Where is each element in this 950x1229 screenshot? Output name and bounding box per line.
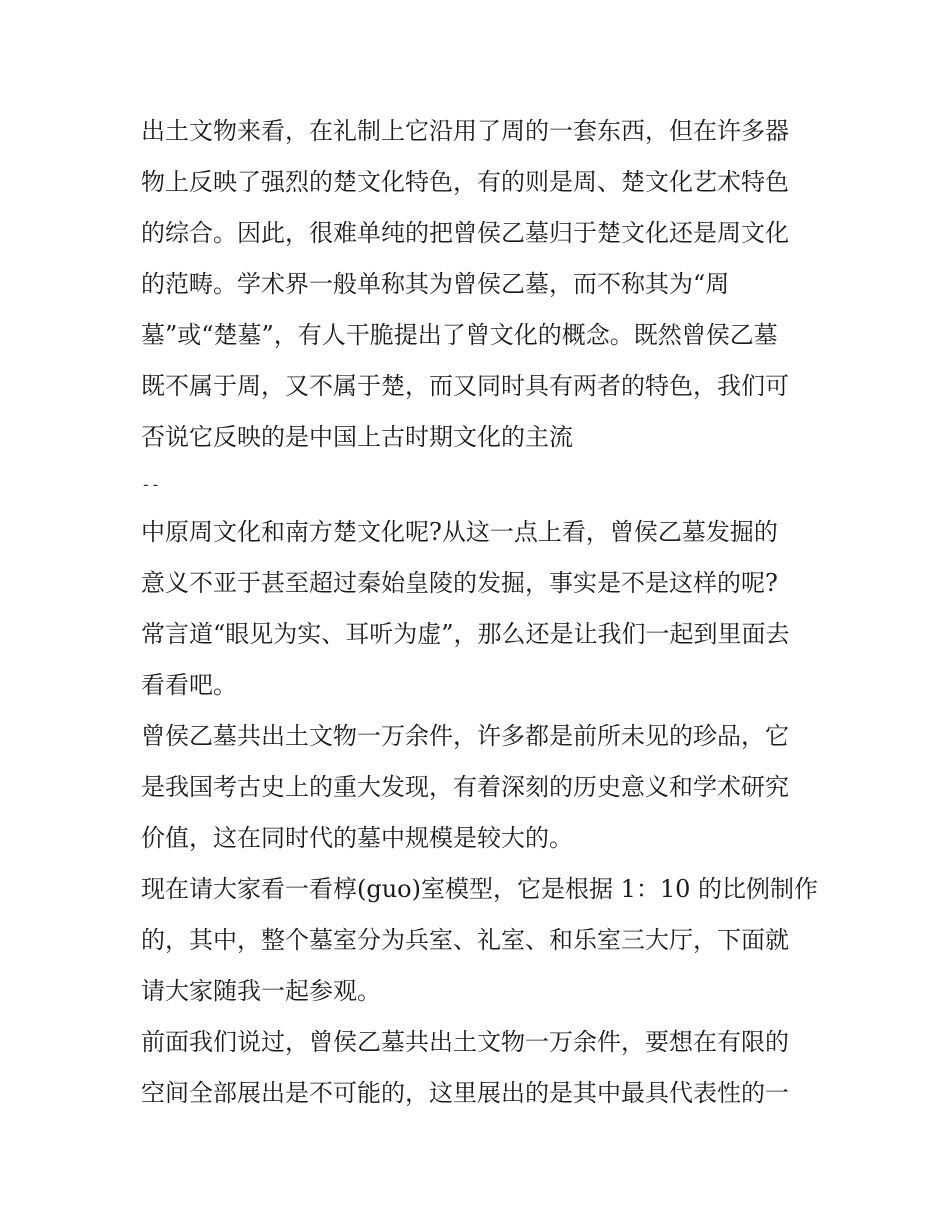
text-line: 的范畴。学术界一般单称其为曾侯乙墓，而不称其为“周 [141, 270, 730, 298]
text-line: 价值，这在同时代的墓中规模是较大的。 [141, 824, 573, 852]
text-line: 的综合。因此，很难单纯的把曾侯乙墓归于楚文化还是周文化 [141, 219, 789, 247]
text-line: 意义不亚于甚至超过秦始皇陵的发掘，事实是不是这样的呢? [141, 569, 778, 597]
text-line: 现在请大家看一看椁(guo)室模型，它是根据 1：10 的比例制作 [141, 875, 819, 903]
text-line: 曾侯乙墓共出土文物一万余件，许多都是前所未见的珍品，它 [141, 722, 789, 750]
text-line: 中原周文化和南方楚文化呢?从这一点上看，曾侯乙墓发掘的 [141, 518, 778, 546]
text-line: 常言道“眼见为实、耳听为虚”，那么还是让我们一起到里面去 [141, 620, 790, 648]
text-line: 前面我们说过，曾侯乙墓共出土文物一万余件，要想在有限的 [141, 1028, 789, 1056]
text-line: 看看吧。 [141, 671, 237, 699]
text-line: 的，其中，整个墓室分为兵室、礼室、和乐室三大厅，下面就 [141, 926, 789, 954]
text-line: 空间全部展出是不可能的，这里展出的是其中最具代表性的一 [141, 1079, 789, 1107]
text-line: 物上反映了强烈的楚文化特色，有的则是周、楚文化艺术特色 [141, 168, 789, 196]
text-line: 是我国考古史上的重大发现，有着深刻的历史意义和学术研究 [141, 773, 789, 801]
text-line: 墓”或“楚墓”，有人干脆提出了曾文化的概念。既然曾侯乙墓 [141, 321, 778, 349]
text-line: 既不属于周，又不属于楚，而又同时具有两者的特色，我们可 [141, 372, 789, 400]
text-line: 出土文物来看，在礼制上它沿用了周的一套东西，但在许多器 [141, 117, 789, 145]
text-line: 请大家随我一起参观。 [141, 977, 381, 1005]
page-separator: -- [141, 475, 161, 494]
document-body [141, 106, 819, 1119]
text-line: 否说它反映的是中国上古时期文化的主流 [141, 423, 573, 451]
